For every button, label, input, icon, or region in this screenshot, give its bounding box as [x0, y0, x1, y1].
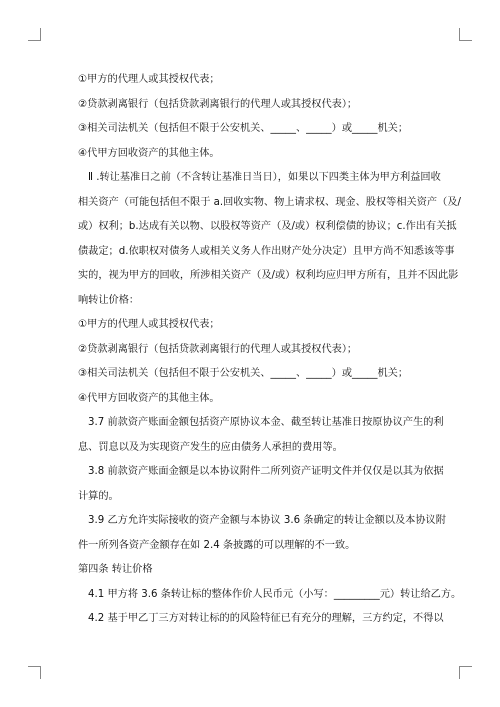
crop-mark-bottom-right [459, 666, 472, 679]
list2-item-2: ②贷款剥离银行（包括贷款剥离银行的代理人或其授权代表）； [78, 343, 358, 355]
list2-item-1: ①甲方的代理人或其授权代表； [78, 319, 220, 330]
list2-item-3: ③相关司法机关（包括但不限于公安机关、_____、_____）或_____机关； [78, 368, 409, 379]
crop-mark-top-left [28, 28, 41, 41]
list1-item-2: ②贷款剥离银行（包括贷款剥离银行的代理人或其授权代表）； [78, 98, 358, 110]
para-3-9-line-2: 件一所列各资产金额存在如 2.4 条披露的可以理解的不一致。 [78, 539, 356, 551]
para-4-1: 4.1 甲方将 3.6 条转让标的整体作价人民币元（小写：_________元）转让给乙方。 [88, 588, 462, 600]
para-II-line-3: 或）权利；b.达成有关以物、以股权等资产（及/或）权利偿债的协议；c.作出有关抵 [78, 221, 457, 232]
section-4-title: 第四条 转让价格 [78, 564, 153, 575]
para-4-2: 4.2 基于甲乙丁三方对转让标的的风险特征已有充分的理解，三方约定，不得以 [88, 613, 444, 624]
crop-mark-top-right [459, 28, 472, 41]
para-3-7-line-1: 3.7 前款资产账面金额包括资产原协议本金、截至转让基准日按原协议产生的利 [88, 417, 444, 428]
para-3-8-line-1: 3.8 前款资产账面金额是以本协议附件二所列资产证明文件并仅仅是以其为依据 [88, 466, 444, 477]
para-3-8-line-2: 计算的。 [78, 490, 119, 502]
list1-item-3: ③相关司法机关（包括但不限于公安机关、_____、_____）或_____机关； [78, 123, 409, 134]
para-II-line-6: 响转让价格： [78, 294, 140, 306]
para-3-7-line-2: 息、罚息以及为实现资产发生的应由债务人承担的费用等。 [78, 441, 343, 453]
para-II-line-2: 相关资产（可能包括但不限于 a.回收实物、物上请求权、现金、股权等相关资产（及/ [78, 196, 461, 208]
list2-item-4: ④代甲方回收资产的其他主体。 [78, 392, 220, 404]
para-II-line-5: 实的，视为甲方的回收，所涉相关资产（及/或）权利均应归甲方所有，且并不因此影 [78, 270, 459, 281]
para-II-line-4: 债裁定；d.依职权对债务人或相关义务人作出财产处分决定）且甲方尚不知悉该等事 [78, 245, 455, 257]
para-3-9-line-1: 3.9 乙方允许实际接收的资产金额与本协议 3.6 条确定的转让金额以及本协议附 [88, 515, 446, 526]
para-II-line-1: Ⅱ .转让基准日之前（不含转让基准日当日），如果以下四类主体为甲方利益回收 [88, 172, 441, 183]
document-body [78, 68, 462, 632]
list1-item-1: ①甲方的代理人或其授权代表； [78, 74, 220, 85]
list1-item-4: ④代甲方回收资产的其他主体。 [78, 147, 220, 159]
crop-mark-bottom-left [28, 666, 41, 679]
